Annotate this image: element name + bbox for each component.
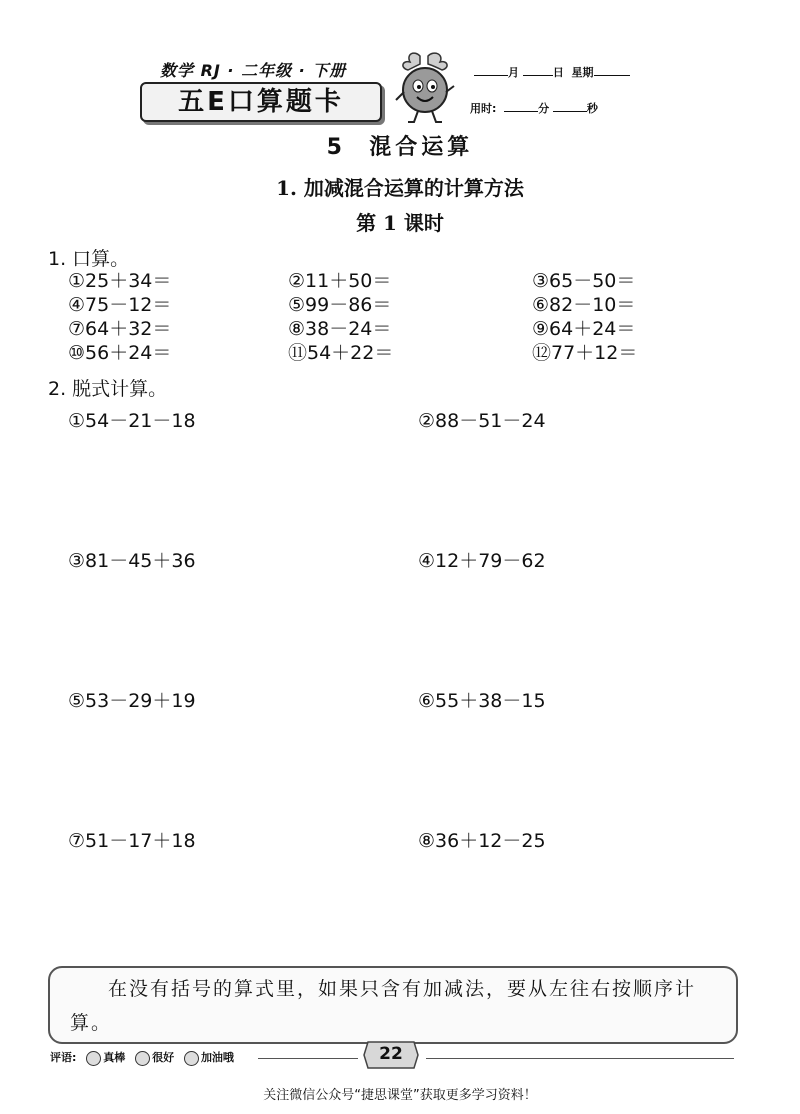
oral-item: ⑪54＋22＝ <box>288 342 394 364</box>
oral-item: ⑤99－86＝ <box>288 294 392 316</box>
month-blank[interactable] <box>474 64 508 76</box>
oral-item: ③65－50＝ <box>532 270 636 292</box>
footer-divider <box>426 1058 734 1059</box>
step-calc-item: ⑧36＋12－25 <box>418 830 546 852</box>
step-calc-item: ②88－51－24 <box>418 410 546 432</box>
unit-title: 5 混合运算 <box>326 135 474 160</box>
second-label: 秒 <box>586 102 598 115</box>
page-number: 22 <box>379 1044 403 1064</box>
minute-label: 分 <box>538 102 550 115</box>
oral-item: ⑧38－24＝ <box>288 318 392 340</box>
second-blank[interactable] <box>553 100 587 112</box>
date-fields <box>474 64 630 80</box>
oral-item: ①25＋34＝ <box>68 270 172 292</box>
mascot-icon <box>392 50 458 126</box>
oral-item: ⑨64＋24＝ <box>532 318 636 340</box>
eval-option: 真棒 <box>103 1051 126 1064</box>
period-title: 第 1 课时 <box>356 211 444 235</box>
weekday-blank[interactable] <box>594 64 630 76</box>
evaluation-label: 评语: <box>50 1051 77 1064</box>
step-calc-item: ⑦51－17＋18 <box>68 830 196 852</box>
smile-face-icon <box>86 1051 101 1066</box>
q2-heading: 2. 脱式计算。 <box>48 378 168 400</box>
step-calc-item: ③81－45＋36 <box>68 550 196 572</box>
q1-heading: 1. 口算。 <box>48 248 130 270</box>
step-calc-item: ④12＋79－62 <box>418 550 546 572</box>
tip-text: 在没有括号的算式里，如果只含有加减法，要从左往右按顺序计算。 <box>70 978 697 1034</box>
oral-item: ②11＋50＝ <box>288 270 392 292</box>
time-used-label: 用时: <box>470 102 497 115</box>
brand-title: 五E口算题卡 <box>140 82 382 122</box>
step-calc-item: ①54－21－18 <box>68 410 196 432</box>
evaluation-row <box>50 1049 234 1066</box>
weekday-label: 星期 <box>571 66 594 79</box>
smile-face-icon <box>184 1051 199 1066</box>
month-label: 月 <box>508 66 519 79</box>
time-fields <box>470 100 598 116</box>
oral-item: ⑥82－10＝ <box>532 294 636 316</box>
eval-option: 加油哦 <box>200 1051 234 1064</box>
book-subtitle: 数学 RJ · 二年级 · 下册 <box>160 61 347 80</box>
footer-divider <box>258 1058 358 1059</box>
oral-item: ④75－12＝ <box>68 294 172 316</box>
day-label: 日 <box>552 66 564 79</box>
eval-option: 很好 <box>152 1051 175 1064</box>
minute-blank[interactable] <box>504 100 538 112</box>
day-blank[interactable] <box>523 64 553 76</box>
smile-face-icon <box>135 1051 150 1066</box>
lesson-title: 1. 加减混合运算的计算方法 <box>276 176 524 200</box>
footer-notice: 关注微信公众号“捷思课堂”获取更多学习资料！ <box>263 1088 537 1103</box>
oral-item: ⑫77＋12＝ <box>532 342 638 364</box>
step-calc-item: ⑥55＋38－15 <box>418 690 546 712</box>
oral-item: ⑩56＋24＝ <box>68 342 172 364</box>
oral-item: ⑦64＋32＝ <box>68 318 172 340</box>
step-calc-item: ⑤53－29＋19 <box>68 690 196 712</box>
